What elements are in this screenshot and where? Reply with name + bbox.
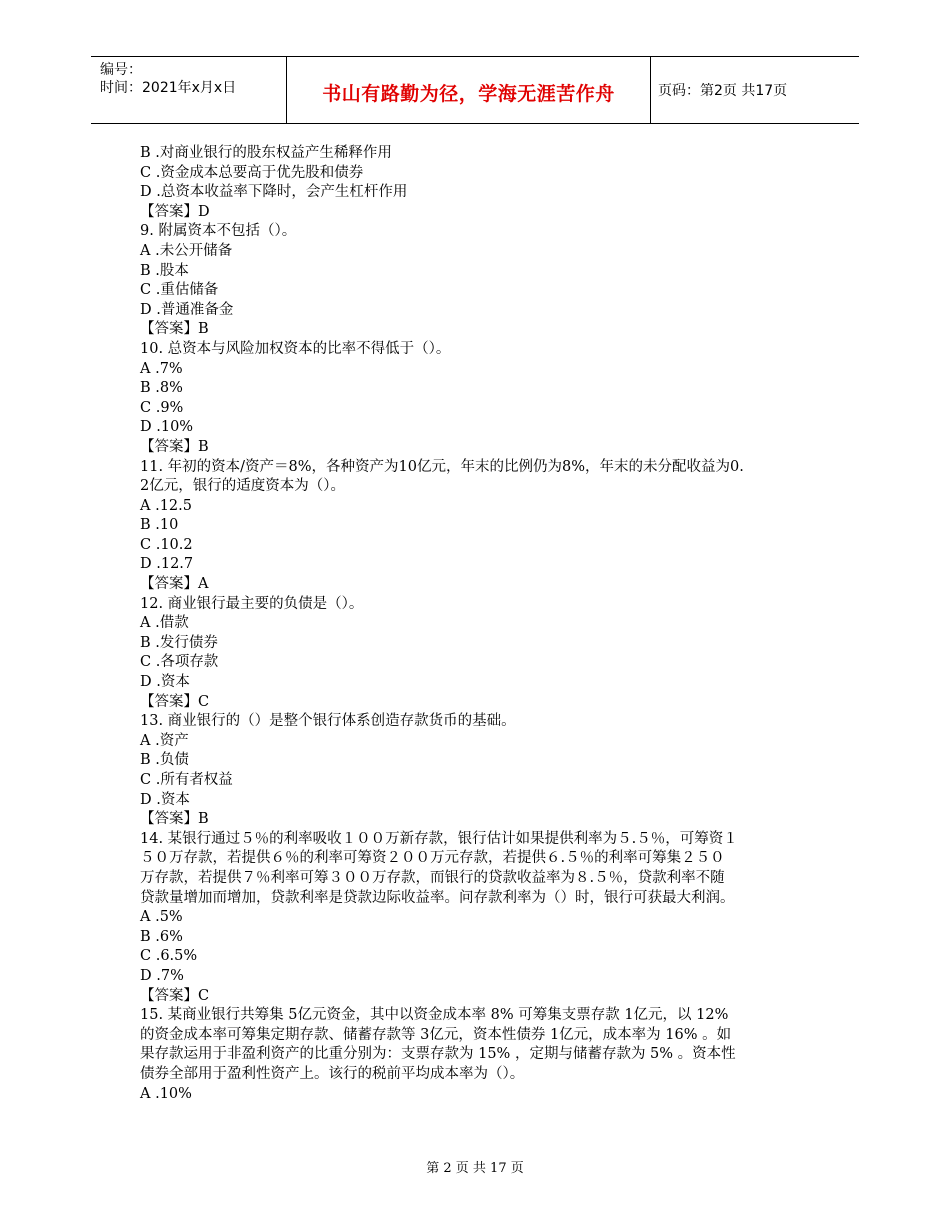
time-label: 时间：2021年x月x日 bbox=[100, 80, 237, 96]
option-line: A .未公开储备 bbox=[140, 242, 233, 259]
option-line: A .5% bbox=[140, 909, 183, 926]
text-line: D .总资本收益率下降时，会产生杠杆作用 bbox=[140, 184, 408, 201]
option-line: D .普通准备金 bbox=[140, 301, 234, 318]
option-line: C .6.5% bbox=[140, 948, 198, 965]
option-line: C .所有者权益 bbox=[140, 772, 233, 788]
option-line: D .7% bbox=[140, 967, 184, 984]
answer-line: 【答案】A bbox=[140, 576, 209, 593]
question-line: 13. 商业银行的（）是整个银行体系创造存款货币的基础。 bbox=[140, 713, 516, 730]
text-line: C .资金成本总要高于优先股和债券 bbox=[140, 164, 364, 181]
document-body bbox=[140, 144, 820, 1104]
question-line: 2亿元，银行的适度资本为（）。 bbox=[140, 478, 345, 495]
option-line: A .12.5 bbox=[140, 497, 192, 514]
text-line: B .对商业银行的股东权益产生稀释作用 bbox=[140, 145, 392, 161]
option-line: B .发行债券 bbox=[140, 634, 218, 651]
answer-line: 【答案】C bbox=[140, 987, 210, 1004]
option-line: A .10% bbox=[140, 1085, 192, 1102]
answer-line: 【答案】B bbox=[140, 811, 209, 828]
option-line: D .资本 bbox=[140, 791, 190, 808]
question-line: 11. 年初的资本/资产＝8%，各种资产为10亿元，年末的比例仍为8%，年末的未分配收益为0. bbox=[140, 458, 744, 475]
option-line: A .借款 bbox=[140, 615, 189, 632]
question-line: 贷款量增加而增加，贷款利率是贷款边际收益率。问存款利率为（）时，银行可获最大利润。 bbox=[140, 889, 735, 906]
option-line: B .6% bbox=[140, 928, 183, 945]
number-label: 编号： bbox=[100, 62, 142, 78]
option-line: B .10 bbox=[140, 517, 179, 534]
header-motto-cell bbox=[286, 57, 651, 123]
option-line: D .12.7 bbox=[140, 556, 194, 573]
option-line: B .8% bbox=[140, 380, 183, 397]
question-line: 9. 附属资本不包括（）。 bbox=[140, 223, 297, 240]
question-line: 14. 某银行通过５％的利率吸收１００万新存款，银行估计如果提供利率为５.５％，可筹资１ bbox=[140, 830, 738, 847]
answer-line: 【答案】B bbox=[140, 321, 209, 338]
option-line: D .资本 bbox=[140, 674, 190, 691]
option-line: A .资产 bbox=[140, 732, 189, 749]
answer-line: 【答案】D bbox=[140, 203, 210, 220]
answer-line: 【答案】C bbox=[140, 693, 210, 710]
question-line: 债券全部用于盈利性资产上。该行的税前平均成本率为（）。 bbox=[140, 1065, 525, 1082]
page-info: 页码：第2页 共17页 bbox=[658, 83, 788, 99]
option-line: A .7% bbox=[140, 360, 183, 377]
question-line: 果存款运用于非盈利资产的比重分别为：支票存款为 15% ，定期与储蓄存款为 5% 。资本性 bbox=[140, 1046, 736, 1063]
question-line: 的资金成本率可筹集定期存款、储蓄存款等 3亿元，资本性债券 1亿元，成本率为 16% 。如 bbox=[140, 1026, 732, 1043]
question-line: 12. 商业银行最主要的负债是（）。 bbox=[140, 595, 364, 612]
page-footer: 第 2 页 共 17 页 bbox=[426, 1161, 524, 1176]
answer-line: 【答案】B bbox=[140, 438, 209, 455]
page-header bbox=[91, 56, 859, 124]
option-line: B .股本 bbox=[140, 262, 189, 279]
header-page-cell bbox=[650, 57, 859, 123]
question-line: ５０万存款，若提供６％的利率可筹资２００万元存款，若提供６.５％的利率可筹集２５０ bbox=[140, 850, 725, 867]
option-line: B .负债 bbox=[140, 752, 189, 769]
question-line: 万存款，若提供７％利率可筹３００万存款，而银行的贷款收益率为８.５％，贷款利率不随 bbox=[140, 869, 725, 886]
option-line: C .重估储备 bbox=[140, 282, 219, 299]
header-left-cell bbox=[91, 57, 286, 123]
question-line: 15. 某商业银行共筹集 5亿元资金，其中以资金成本率 8% 可筹集支票存款 1亿元，以 12% bbox=[140, 1007, 729, 1024]
option-line: D .10% bbox=[140, 419, 194, 436]
option-line: C .10.2 bbox=[140, 536, 193, 553]
option-line: C .各项存款 bbox=[140, 654, 219, 671]
motto-text: 书山有路勤为径，学海无涯苦作舟 bbox=[322, 83, 615, 105]
question-line: 10. 总资本与风险加权资本的比率不得低于（）。 bbox=[140, 340, 451, 357]
option-line: C .9% bbox=[140, 399, 184, 416]
